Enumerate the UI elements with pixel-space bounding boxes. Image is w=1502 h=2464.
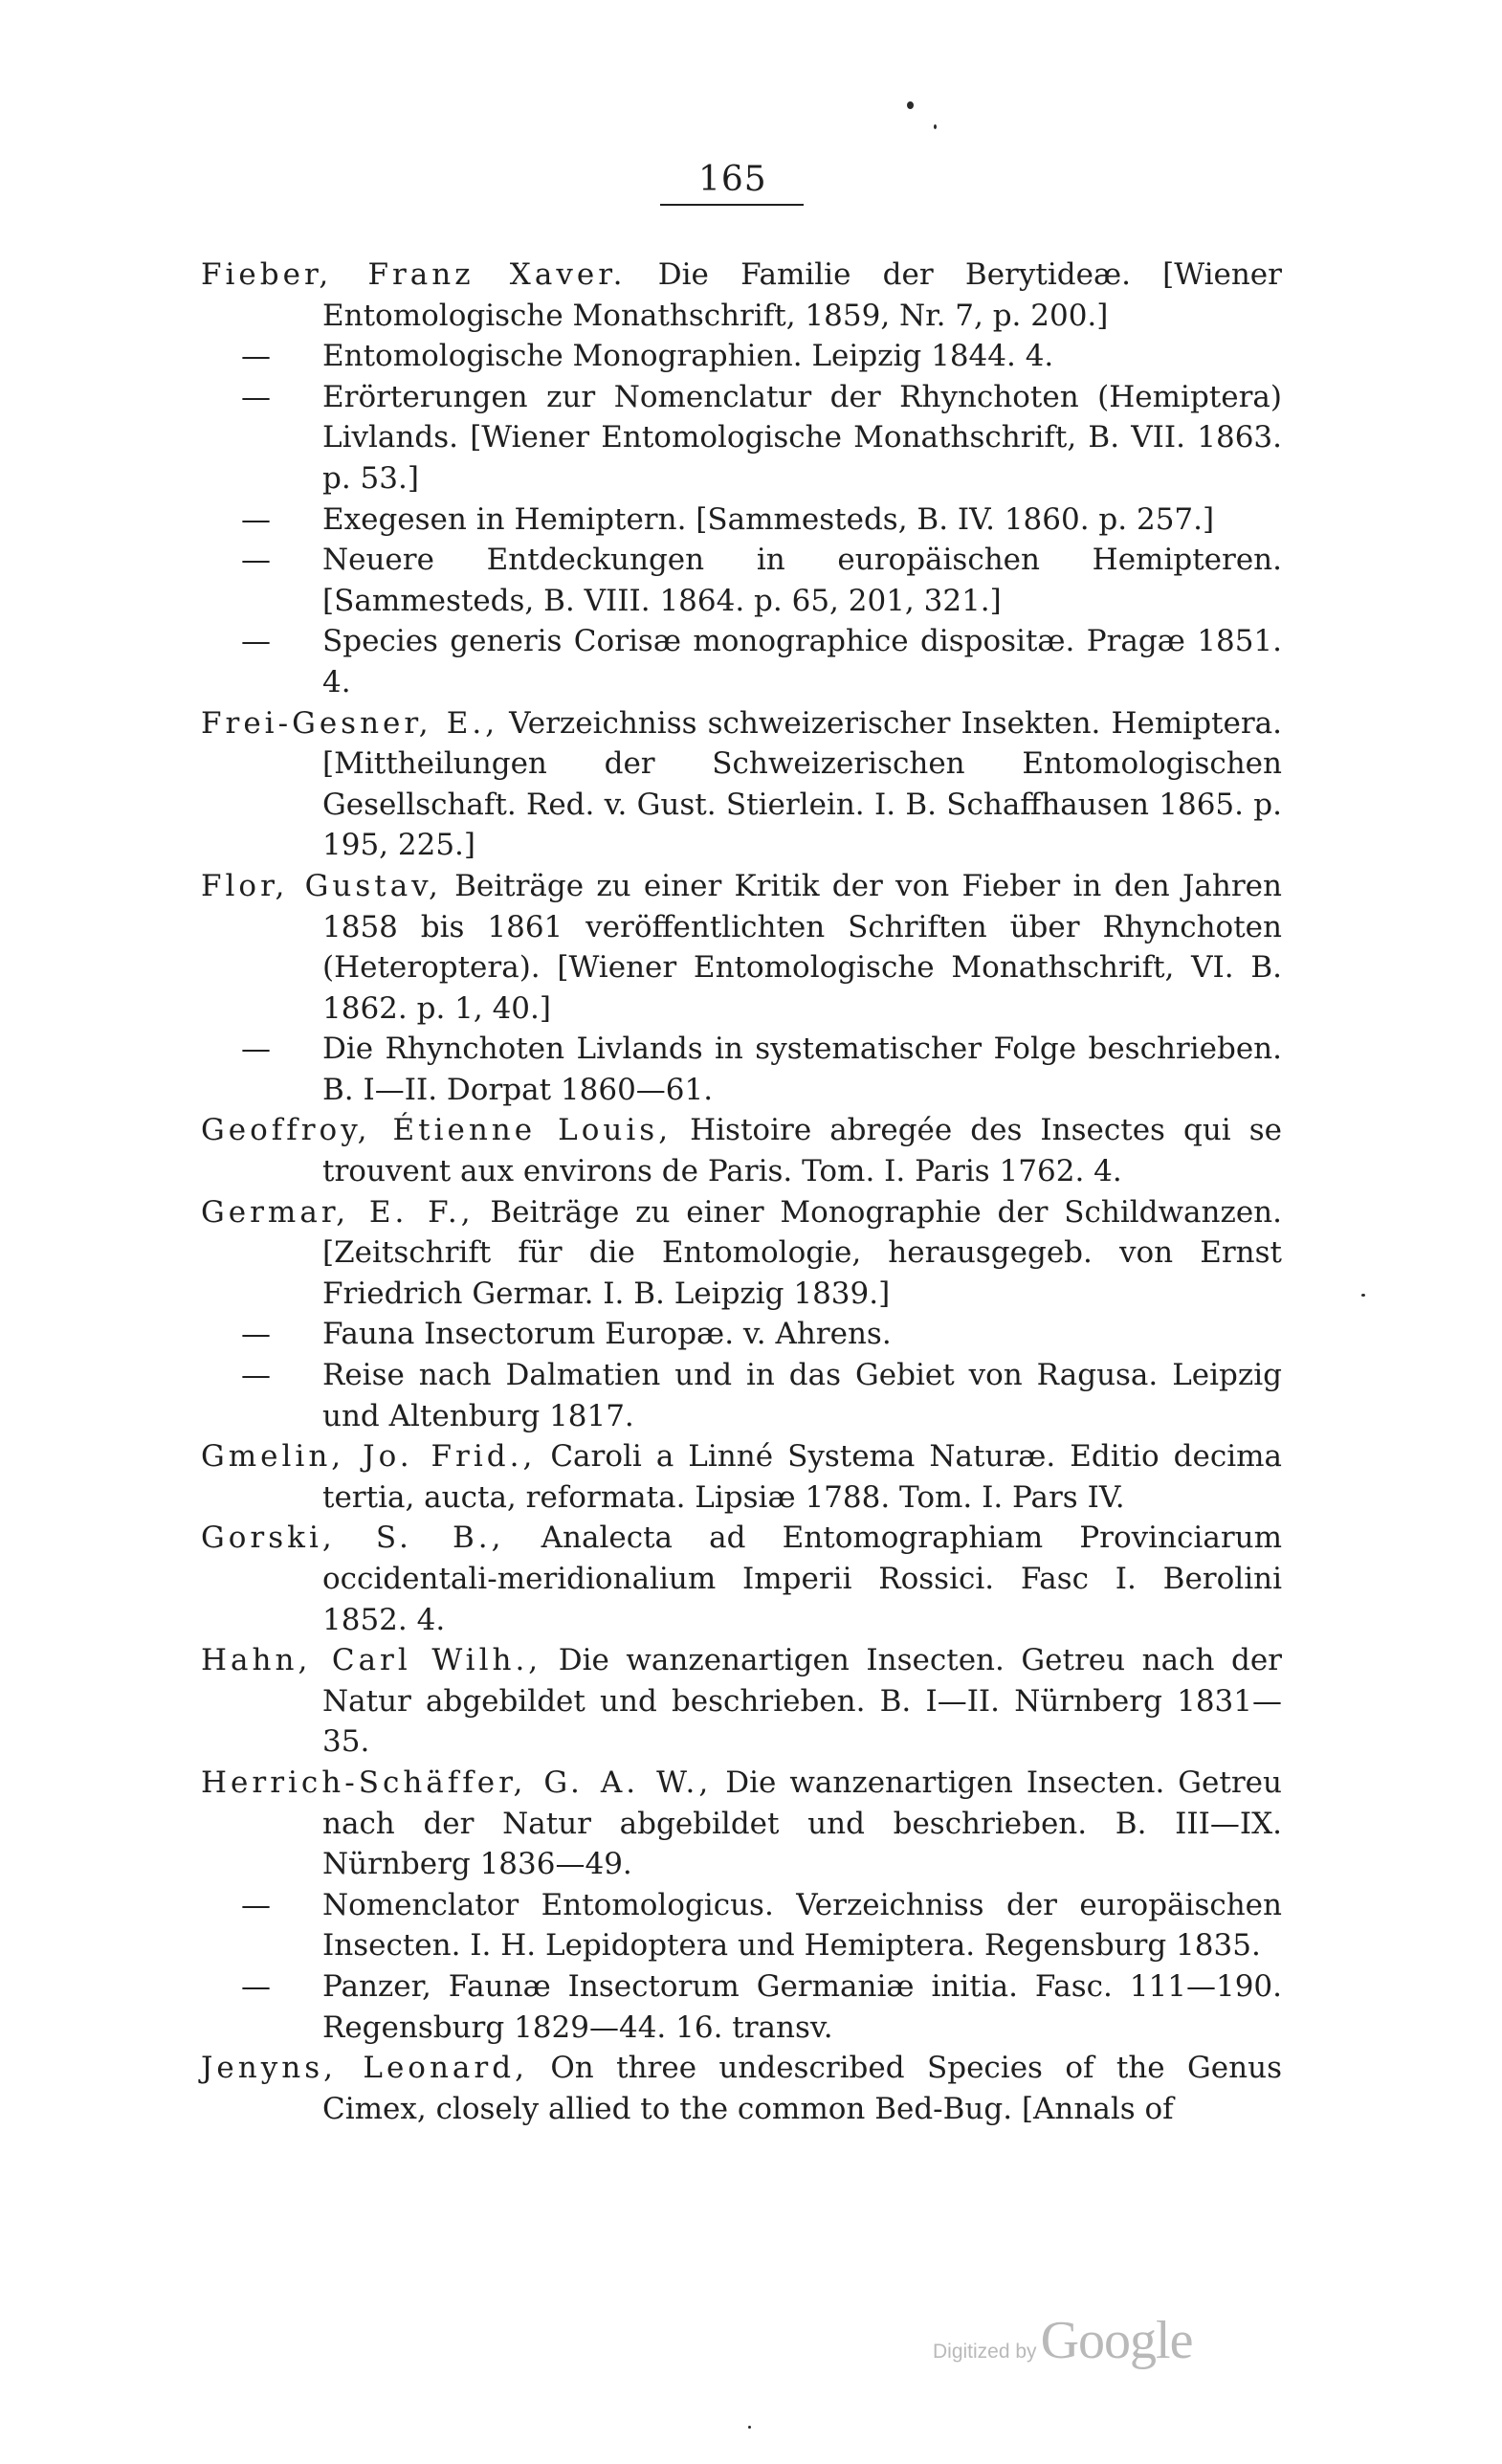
ink-speck — [934, 124, 937, 129]
entry-author: Frei-Gesner, E., — [201, 705, 499, 741]
entry-text: Panzer, Faunæ Insectorum Germaniæ initia. Fasc. 111—190. Regensburg 1829—44. 16. transv. — [322, 1968, 1282, 2045]
entry-text: Species generis Corisæ monographice dispositæ. Pragæ 1851. 4. — [322, 624, 1282, 699]
bibliography-entry — [201, 2048, 1282, 2129]
entry-author: Jenyns, Leonard, — [201, 2051, 528, 2086]
bibliography-subentry — [201, 1314, 1282, 1355]
ditto-dash: — — [241, 1032, 271, 1067]
ditto-dash: — — [241, 379, 271, 414]
entry-author: Germar, E. F., — [201, 1194, 475, 1230]
bibliography-subentry — [201, 1029, 1282, 1110]
ink-speck — [907, 101, 914, 109]
entry-text: Reise nach Dalmatien und in das Gebiet von Ragusa. Leipzig und Altenburg 1817. — [322, 1358, 1282, 1433]
entry-text: Die wanzenartigen Insecten. Getreu nach der Natur abgebildet und beschrieben. B. III—IX. Nürnberg 1836—49. — [322, 1765, 1282, 1882]
ink-speck — [1361, 1294, 1365, 1297]
entry-text: Fauna Insectorum Europæ. v. Ahrens. — [322, 1317, 892, 1352]
bibliography-subentry — [201, 377, 1282, 499]
entry-author: Hahn, Carl Wilh., — [201, 1643, 542, 1678]
ditto-dash: — — [241, 1358, 271, 1393]
ditto-dash: — — [241, 1317, 271, 1352]
bibliography-entry — [201, 703, 1282, 866]
bibliography-list — [201, 255, 1282, 2129]
entry-author: Geoffroy, Étienne Louis, — [201, 1113, 673, 1148]
entry-author: Fieber, Franz Xaver. — [201, 257, 627, 292]
ditto-dash: — — [241, 624, 271, 659]
ditto-dash: — — [241, 339, 271, 374]
ditto-dash: — — [241, 501, 271, 537]
entry-text: Erörterungen zur Nomenclatur der Rhynchoten (Hemiptera) Livlands. [Wiener Entomologische Monathschrift, B. VII. 1863. p. 53.] — [322, 379, 1282, 496]
bibliography-subentry — [201, 1355, 1282, 1436]
bibliography-entry — [201, 1640, 1282, 1763]
bibliography-entry — [201, 1192, 1282, 1315]
bibliography-subentry — [201, 499, 1282, 541]
ditto-dash: — — [241, 543, 271, 578]
entry-text: Caroli a Linné Systema Naturæ. Editio decima tertia, aucta, reformata. Lipsiæ 1788. Tom. I. Pars IV. — [322, 1439, 1283, 1515]
bibliography-entry — [201, 1518, 1282, 1640]
stamp-prefix: Digitized by — [933, 2341, 1037, 2363]
bibliography-subentry — [201, 336, 1282, 377]
bibliography-entry — [201, 1110, 1282, 1191]
entry-text: Exegesen in Hemiptern. [Sammesteds, B. IV. 1860. p. 257.] — [322, 501, 1215, 537]
entry-text: Beiträge zu einer Kritik der von Fieber in den Jahren 1858 bis 1861 veröffentlichten Schriften über Rhynchoten (Heteroptera). [Wiener Entomologische Monathschrift, VI. B. 1862. p. 1, 40.] — [322, 868, 1282, 1026]
bibliography-entry — [201, 866, 1282, 1029]
ditto-dash: — — [241, 1968, 271, 2004]
entry-text: Die Familie der Berytideæ. [Wiener Entomologische Monathschrift, 1859, Nr. 7, p. 200.] — [322, 257, 1282, 333]
entry-author: Gmelin, Jo. Frid., — [201, 1439, 537, 1475]
entry-text: Entomologische Monographien. Leipzig 1844. 4. — [322, 339, 1054, 374]
bibliography-entry — [201, 255, 1282, 336]
ink-speck — [748, 2426, 751, 2429]
page-number: 165 — [698, 160, 767, 199]
page-number-rule — [660, 204, 804, 206]
bibliography-subentry — [201, 1966, 1282, 2048]
entry-author: Gorski, S. B., — [201, 1521, 505, 1556]
entry-text: Beiträge zu einer Monographie der Schildwanzen. [Zeitschrift für die Entomologie, herausgegeb. von Ernst Friedrich Germar. I. B. Leipzig 1839.] — [322, 1194, 1282, 1311]
digitized-by-google-stamp — [933, 2310, 1193, 2370]
entry-text: Die Rhynchoten Livlands in systematischer Folge beschrieben. B. I—II. Dorpat 1860—61. — [322, 1032, 1282, 1107]
entry-author: Flor, Gustav, — [201, 868, 442, 903]
entry-text: Verzeichniss schweizerischer Insekten. Hemiptera. [Mittheilungen der Schweizerischen Entomologischen Gesellschaft. Red. v. Gust. Stierlein. I. B. Schaffhausen 1865. p. 195, 225.] — [322, 705, 1282, 863]
entry-text: Nomenclator Entomologicus. Verzeichniss der europäischen Insecten. I. H. Lepidoptera und Hemiptera. Regensburg 1835. — [322, 1887, 1282, 1964]
bibliography-subentry — [201, 621, 1282, 702]
ditto-dash: — — [241, 1887, 271, 1922]
entry-text: Neuere Entdeckungen in europäischen Hemipteren. [Sammesteds, B. VIII. 1864. p. 65, 201, 321.] — [322, 543, 1282, 618]
entry-text: Histoire abregée des Insectes qui se trouvent aux environs de Paris. Tom. I. Paris 1762. 4. — [322, 1113, 1282, 1189]
entry-text: On three undescribed Species of the Genus Cimex, closely allied to the common Bed-Bug. [Annals of — [322, 2051, 1282, 2126]
entry-author: Herrich-Schäffer, G. A. W., — [201, 1765, 713, 1800]
bibliography-entry — [201, 1763, 1282, 1885]
entry-text: Analecta ad Entomographiam Provinciarum occidentali-meridionalium Imperii Rossici. Fasc I. Berolini 1852. 4. — [322, 1521, 1282, 1637]
entry-text: Die wanzenartigen Insecten. Getreu nach der Natur abgebildet und beschrieben. B. I—II. Nürnberg 1831—35. — [322, 1643, 1283, 1760]
bibliography-subentry — [201, 540, 1282, 621]
bibliography-subentry — [201, 1885, 1282, 1966]
bibliography-entry — [201, 1436, 1282, 1518]
google-logo-icon: Google — [1040, 2311, 1193, 2370]
